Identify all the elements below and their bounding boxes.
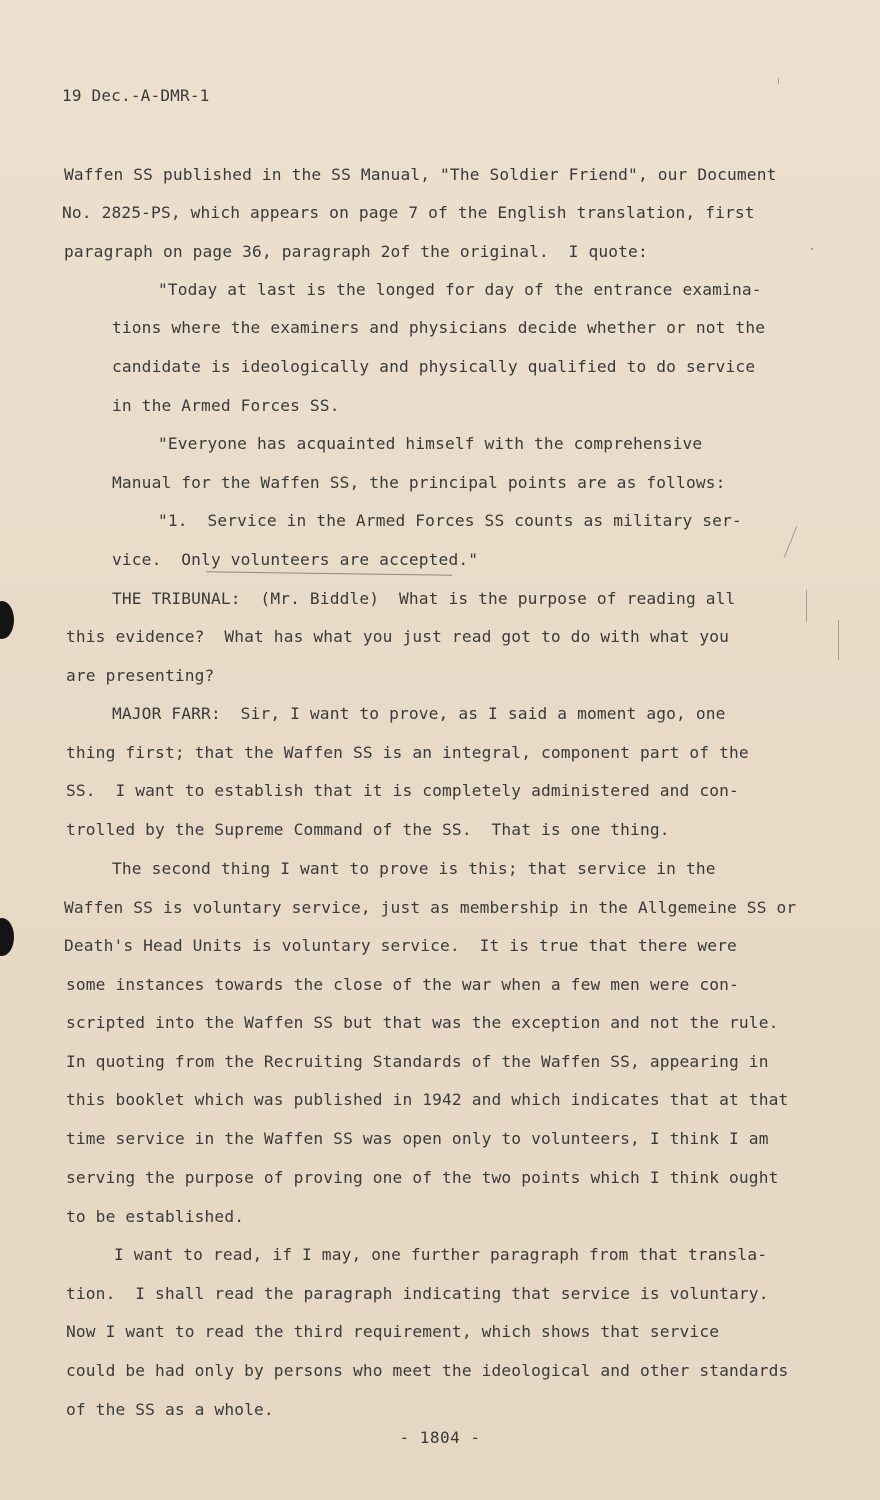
quote-line: "Everyone has acquainted himself with the comprehensive [158, 434, 703, 453]
text-line: trolled by the Supreme Command of the SS. That is one thing. [66, 820, 670, 839]
margin-pencil-mark [784, 526, 798, 558]
text-line: thing first; that the Waffen SS is an integral, component part of the [66, 743, 749, 762]
quote-line: "1. Service in the Armed Forces SS counts as military ser- [158, 511, 742, 530]
text-line: In quoting from the Recruiting Standards of the Waffen SS, appearing in [66, 1052, 769, 1071]
text-line: tion. I shall read the paragraph indicating that service is voluntary. [66, 1284, 769, 1303]
text-line: MAJOR FARR: Sir, I want to prove, as I said a moment ago, one [112, 704, 726, 723]
text-line: to be established. [66, 1207, 245, 1226]
text-line: of the SS as a whole. [66, 1400, 274, 1419]
text-line: The second thing I want to prove is this; that service in the [112, 859, 716, 878]
text-line: Waffen SS published in the SS Manual, "The Soldier Friend", our Document [64, 165, 777, 184]
document-reference: 19 Dec.-A-DMR-1 [62, 86, 210, 105]
quote-line: tions where the examiners and physicians decide whether or not the [112, 318, 766, 337]
text-line: this booklet which was published in 1942 and which indicates that at that [66, 1090, 789, 1109]
text-line: this evidence? What has what you just read got to do with what you [66, 627, 730, 646]
quote-line: candidate is ideologically and physically qualified to do service [112, 357, 756, 376]
text-line: scripted into the Waffen SS but that was the exception and not the rule. [66, 1013, 779, 1032]
text-line: are presenting? [66, 666, 215, 685]
margin-pencil-mark [806, 590, 807, 622]
text-line: Now I want to read the third requirement, which shows that service [66, 1322, 720, 1341]
text-line: could be had only by persons who meet the ideological and other standards [66, 1361, 789, 1380]
text-line: Waffen SS is voluntary service, just as membership in the Allgemeine SS or [64, 898, 797, 917]
page-number: - 1804 - [399, 1428, 481, 1447]
text-line: No. 2825-PS, which appears on page 7 of the English translation, first [62, 203, 755, 222]
pencil-underline [206, 571, 452, 575]
quote-line: in the Armed Forces SS. [112, 396, 340, 415]
quote-line: "Today at last is the longed for day of the entrance examina- [158, 280, 762, 299]
text-line: time service in the Waffen SS was open only to volunteers, I think I am [66, 1129, 769, 1148]
text-line: serving the purpose of proving one of the two points which I think ought [66, 1168, 779, 1187]
punch-hole-lower [0, 918, 14, 956]
margin-speck [811, 248, 813, 250]
text-line: paragraph on page 36, paragraph 2of the original. I quote: [64, 242, 648, 261]
margin-pencil-mark [838, 620, 839, 660]
margin-speck [778, 78, 779, 84]
text-line: THE TRIBUNAL: (Mr. Biddle) What is the purpose of reading all [112, 589, 736, 608]
text-line: some instances towards the close of the war when a few men were con- [66, 975, 739, 994]
quote-line: Manual for the Waffen SS, the principal points are as follows: [112, 473, 726, 492]
text-line: I want to read, if I may, one further paragraph from that transla- [114, 1245, 768, 1264]
text-line: SS. I want to establish that it is completely administered and con- [66, 781, 739, 800]
text-line: Death's Head Units is voluntary service. It is true that there were [64, 936, 737, 955]
quote-line: vice. Only volunteers are accepted." [112, 550, 479, 569]
punch-hole-upper [0, 601, 14, 639]
